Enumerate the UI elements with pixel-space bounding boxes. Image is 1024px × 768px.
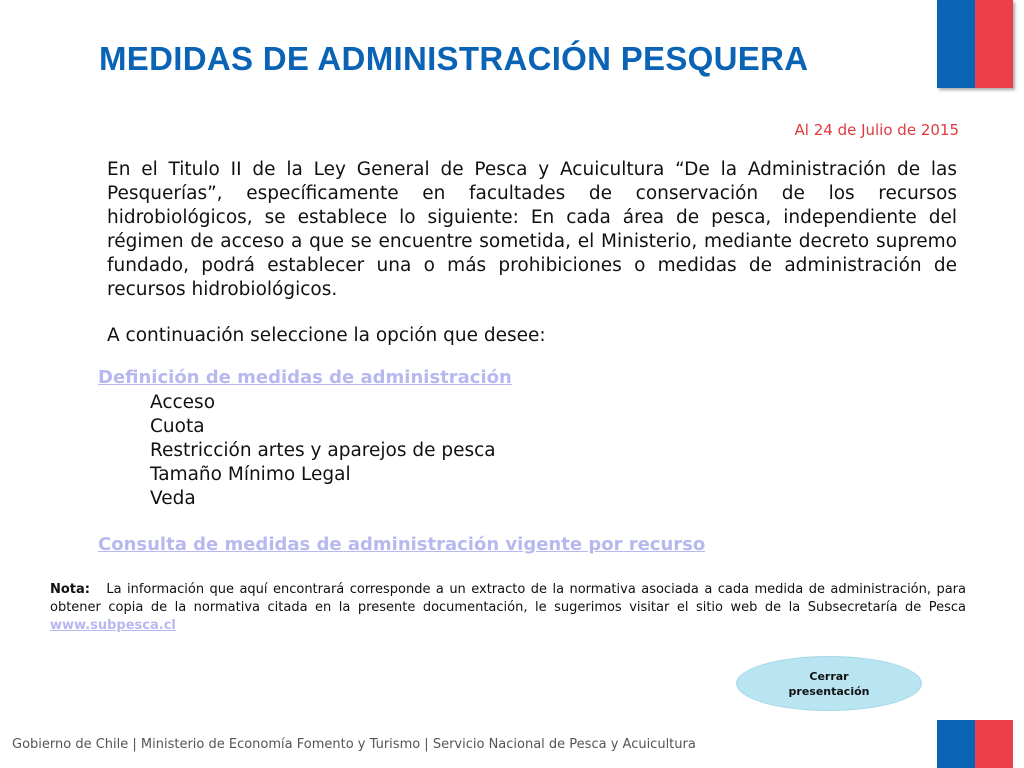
flag-footer-red-band bbox=[975, 720, 1013, 768]
option-veda[interactable]: Veda bbox=[150, 488, 196, 509]
flag-red-band bbox=[975, 0, 1013, 88]
intro-paragraph: En el Titulo II de la Ley General de Pesca y Acuicultura “De la Administración de las Pesquerías”, específicamente en facultades de conservación de los recursos hidrobiológicos, se establece lo siguiente: En cada área de pesca, independiente del régimen de acceso a que se encuentre sometida, el Ministerio, mediante decreto supremo fundado, podrá establecer una o más prohibiciones o medidas de administración de recursos hidrobiológicos. bbox=[107, 159, 957, 300]
option-restriccion-artes[interactable]: Restricción artes y aparejos de pesca bbox=[150, 440, 496, 461]
close-presentation-button[interactable]: Cerrar presentación bbox=[736, 656, 922, 711]
note-paragraph bbox=[50, 581, 966, 635]
definition-link[interactable]: Definición de medidas de administración bbox=[98, 367, 512, 388]
date-label: Al 24 de Julio de 2015 bbox=[794, 121, 959, 139]
flag-footer-blue-band bbox=[937, 720, 975, 768]
note-label: Nota: bbox=[50, 582, 90, 597]
chile-flag-footer-logo bbox=[937, 720, 1013, 768]
chile-flag-logo bbox=[937, 0, 1013, 88]
option-tamano-minimo[interactable]: Tamaño Mínimo Legal bbox=[150, 464, 351, 485]
selection-prompt: A continuación seleccione la opción que desee: bbox=[107, 325, 546, 346]
footer-text: Gobierno de Chile | Ministerio de Economía Fomento y Turismo | Servicio Nacional de Pesca y Acuicultura bbox=[12, 737, 696, 752]
page-title: MEDIDAS DE ADMINISTRACIÓN PESQUERA bbox=[99, 40, 809, 77]
note-text: La información que aquí encontrará corresponde a un extracto de la normativa asociada a cada medida de administración, para obtener copia de la normativa citada en la presente documentación, le sugerimos visitar el sitio web de la Subsecretaría de Pesca bbox=[50, 582, 966, 615]
subpesca-link[interactable]: www.subpesca.cl bbox=[50, 618, 176, 633]
measures-list bbox=[150, 391, 496, 511]
option-cuota[interactable]: Cuota bbox=[150, 416, 205, 437]
option-acceso[interactable]: Acceso bbox=[150, 392, 216, 413]
flag-blue-band bbox=[937, 0, 975, 88]
consulta-link[interactable]: Consulta de medidas de administración vigente por recurso bbox=[98, 534, 706, 555]
